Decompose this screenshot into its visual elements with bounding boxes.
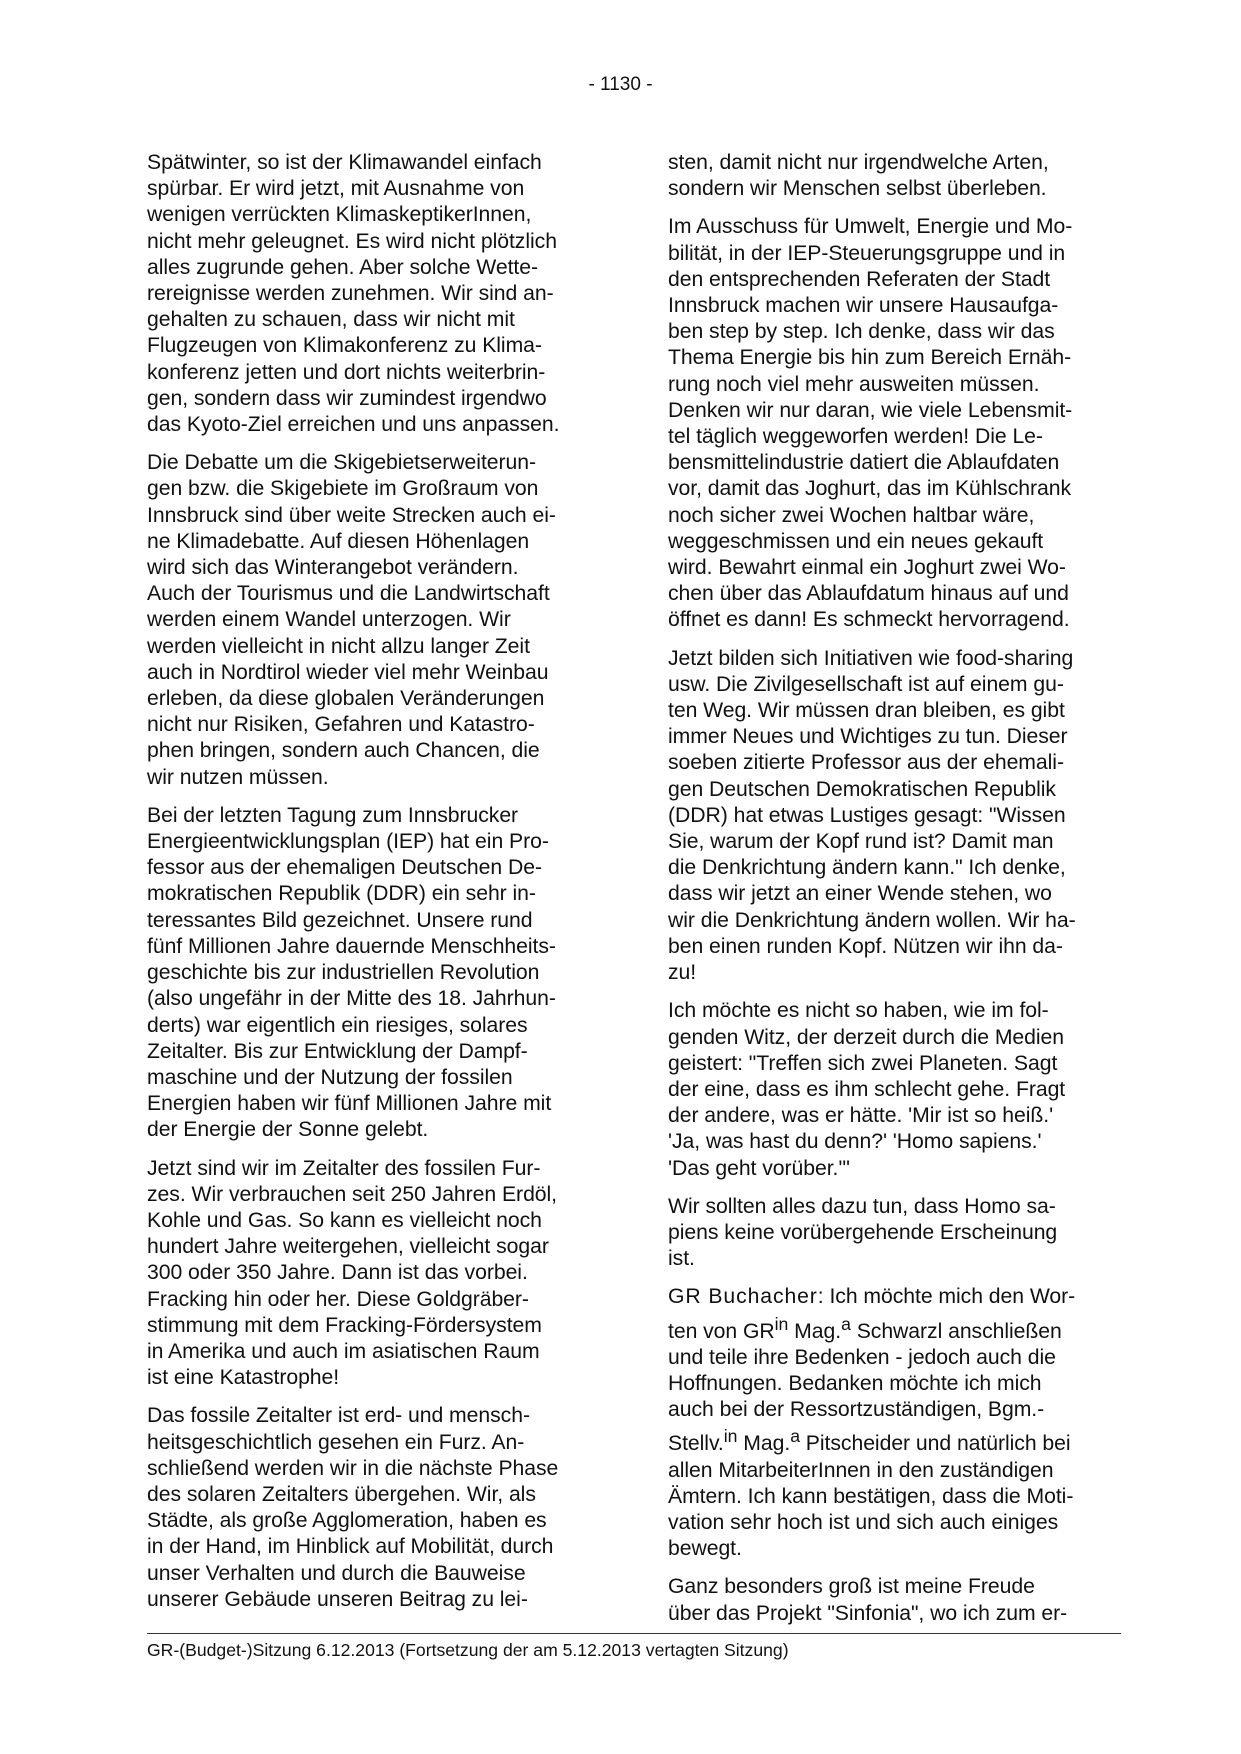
paragraph: sten, damit nicht nur irgendwelche Arten, sondern wir Menschen selbst überleben. xyxy=(668,151,1049,201)
paragraph: Ganz besonders groß ist meine Freude über das Projekt "Sinfonia", wo ich zum er- xyxy=(668,1575,1068,1625)
paragraph: Bei der letzten Tagung zum Innsbrucker Energieentwicklungsplan (IEP) hat ein Pro- fessor aus der ehemaligen Deutschen De- mokratischen Republik (DDR) ein sehr in- teressantes Bild gezeichnet. Unsere rund fünf Millionen Jahre dauernde Menschheits- geschichte bis zur industriellen Revolution (also ungefähr in der Mitte des 18. Jahrhun- derts) war eigentlich ein riesiges, solares Zeitalter. Bis zur Entwicklung der Dampf- maschine und der Nutzung der fossilen Energien haben wir fünf Millionen Jahre mit der Energie der Sonne gelebt. xyxy=(147,803,556,1142)
speech-text: Mag. xyxy=(737,1432,791,1456)
paragraph: Jetzt bilden sich Initiativen wie food-sharing usw. Die Zivilgesellschaft ist auf einem gu- ten Weg. Wir müssen dran bleiben, es gibt immer Neues und Wichtiges zu tun. Dieser soeben zitierte Professor aus der ehemali- gen Deutschen Demokratischen Republik (DDR) hat etwas Lustiges gesagt: "Wissen Sie, warum der Kopf rund ist? Damit man die Denkrichtung ändern kann." Ich denke, dass wir jetzt an einer Wende stehen, wo wir die Denkrichtung ändern wollen. Wir ha- ben einen runden Kopf. Nützen wir ihn da- zu! xyxy=(668,646,1076,985)
speech-text: Pitscheider und natürlich bei allen MitarbeiterInnen in den zuständigen Ämtern. Ich kann bestätigen, dass die Moti- vation sehr hoch ist und sich auch einiges bewegt. xyxy=(668,1432,1074,1561)
paragraph: Das fossile Zeitalter ist erd- und mensch- heitsgeschichtlich gesehen ein Furz. An- schließend werden wir in die nächste Phase des solaren Zeitalters übergehen. Wir, als Städte, als große Agglomeration, haben es in der Hand, im Hinblick auf Mobilität, durch unser Verhalten und durch die Bauweise unserer Gebäude unseren Beitrag zu lei- xyxy=(147,1404,559,1611)
page-number: - 1130 - xyxy=(588,74,653,95)
paragraph: Spätwinter, so ist der Klimawandel einfach spürbar. Er wird jetzt, mit Ausnahme von wenigen verrückten KlimaskeptikerInnen, nicht mehr geleugnet. Es wird nicht plötzlich alles zugrunde gehen. Aber solche Wette- rereignisse werden zunehmen. Wir sind an- gehalten zu schauen, dass wir nicht mit Flugzeugen von Klimakonferenz zu Klima- konferenz jetten und dort nichts weiterbrin- gen, sondern dass wir zumindest irgendwo das Kyoto-Ziel erreichen und uns anpassen. xyxy=(147,151,560,437)
paragraph: Ich möchte es nicht so haben, wie im fol- genden Witz, der derzeit durch die Medien geistert: "Treffen sich zwei Planeten. Sagt der eine, dass es ihm schlecht gehe. Fragt der andere, was er hätte. 'Mir ist so heiß.' 'Ja, was hast du denn?' 'Homo sapiens.' 'Das geht vorüber.'" xyxy=(668,999,1066,1180)
speech-text: Mag. xyxy=(788,1319,842,1343)
paragraph: Im Ausschuss für Umwelt, Energie und Mo- bilität, in der IEP-Steuerungsgruppe und in den entsprechenden Referaten der Stadt Innsbruck machen wir unsere Hausaufga- ben step by step. Ich denke, dass wir das Thema Energie bis hin zum Bereich Ernäh- rung noch viel mehr ausweiten müssen. Denken wir nur daran, wie viele Lebensmit- tel täglich weggeworfen werden! Die Le- bensmittelindustrie datiert die Ablaufdaten vor, damit das Joghurt, das im Kühlschrank noch sicher zwei Wochen haltbar wäre, weggeschmissen und ein neues gekauft wird. Bewahrt einmal ein Joghurt zwei Wo- chen über das Ablaufdatum hinaus auf und öffnet es dann! Es schmeckt hervorragend. xyxy=(668,215,1073,632)
footer-text: GR-(Budget-)Sitzung 6.12.2013 (Fortsetzung der am 5.12.2013 vertagten Sitzung) xyxy=(147,1640,789,1660)
speech-text: : Ich möchte mich den Wor- ten von GR xyxy=(668,1285,1076,1343)
footer-divider xyxy=(147,1633,1121,1634)
superscript: in xyxy=(774,1313,789,1334)
right-column xyxy=(668,150,1108,1639)
paragraph: Die Debatte um die Skigebietserweiterun- gen bzw. die Skigebiete im Großraum von Innsbruck sind über weite Strecken auch ei- ne Klimadebatte. Auf diesen Höhenlagen wird sich das Winterangebot verändern. Auch der Tourismus und die Landwirtschaft werden einem Wandel unterzogen. Wir werden vielleicht in nicht allzu langer Zeit auch in Nordtirol wieder viel mehr Weinbau erleben, da diese globalen Veränderungen nicht nur Risiken, Gefahren und Katastro- phen bringen, sondern auch Chancen, die wir nutzen müssen. xyxy=(147,451,556,789)
speech-text: Schwarzl anschließen und teile ihre Bedenken - jedoch auch die Hoffnungen. Bedanken möchte ich mich auch bei der Ressortzuständigen, Bgm.- Stellv. xyxy=(668,1319,1062,1456)
paragraph: Jetzt sind wir im Zeitalter des fossilen Fur- zes. Wir verbrauchen seit 250 Jahren Erdöl, Kohle und Gas. So kann es vielleicht noch hundert Jahre weitergehen, vielleicht sogar 300 oder 350 Jahre. Dann ist das vorbei. Fracking hin oder her. Diese Goldgräber- stimmung mit dem Fracking-Fördersystem in Amerika und auch im asiatischen Raum ist eine Katastrophe! xyxy=(147,1156,558,1390)
superscript: a xyxy=(790,1426,800,1447)
superscript: a xyxy=(841,1313,851,1334)
left-column xyxy=(147,150,587,1625)
paragraph: Wir sollten alles dazu tun, dass Homo sa- piens keine vorübergehende Erscheinung ist. xyxy=(668,1194,1058,1271)
superscript: in xyxy=(723,1426,738,1447)
speech-paragraph xyxy=(668,1284,1108,1562)
speaker-name: GR Buchacher xyxy=(668,1285,818,1309)
